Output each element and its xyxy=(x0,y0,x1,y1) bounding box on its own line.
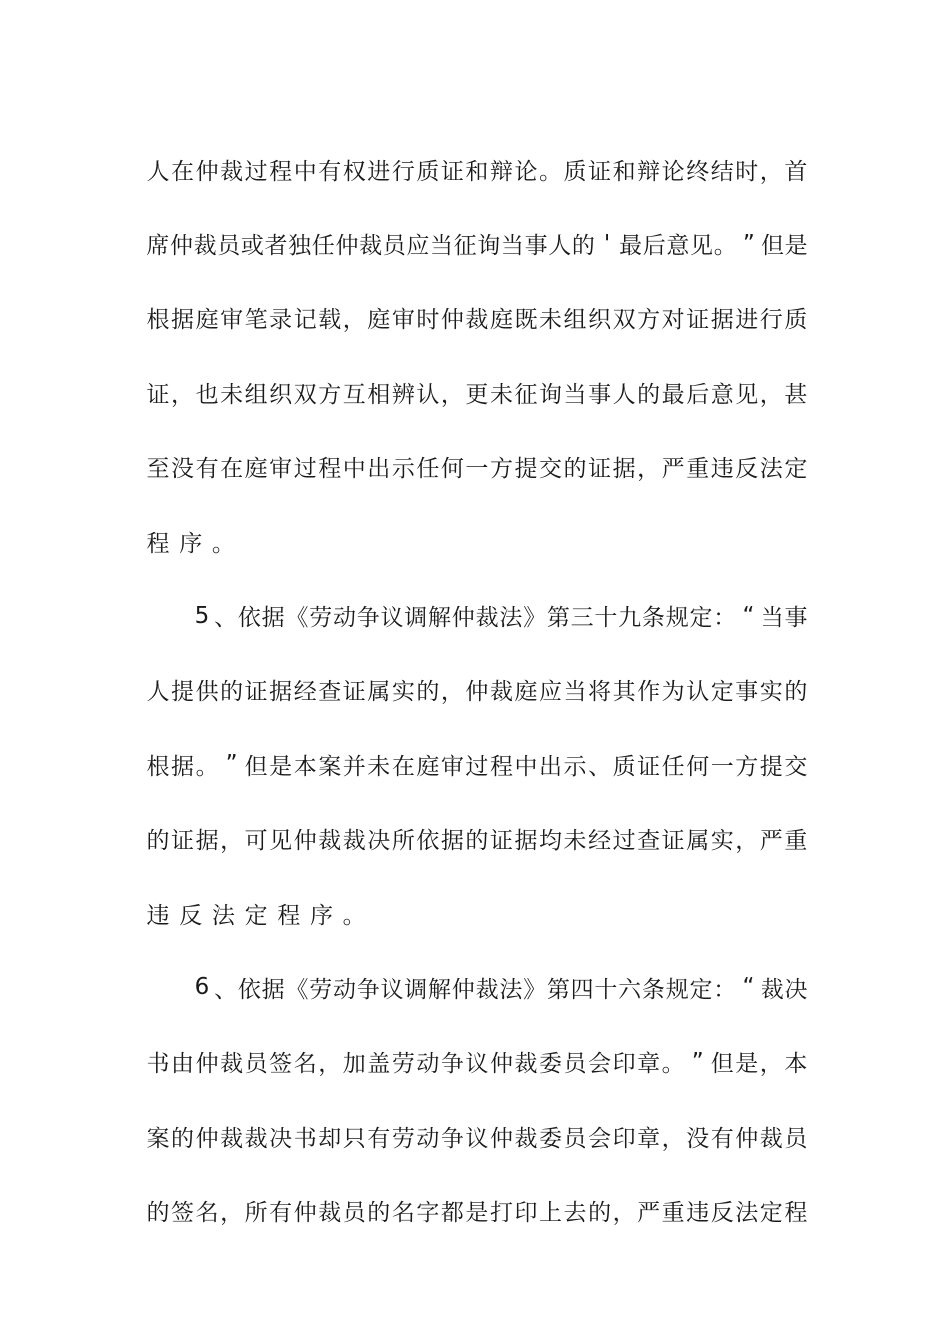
text-line: 人 提 供 的 证 据 经 查 证 属 实 的 ， 仲 裁 庭 应 当 将 其 作 为 认 定 事 实 的 xyxy=(146,679,808,706)
text-line: 根 据 。 ” 但 是 本 案 并 未 在 庭 审 过 程 中 出 示 、 质 证 任 何 一 方 提 交 xyxy=(146,751,808,780)
text-line: 人 在 仲 裁 过 程 中 有 权 进 行 质 证 和 辩 论 。 质 证 和 辩 论 终 结 时 ， 首 xyxy=(146,158,808,185)
text-line: 证 ， 也 未 组 织 双 方 互 相 辨 认 ， 更 未 征 询 当 事 人 的 最 后 意 见 ， 甚 xyxy=(146,381,808,408)
text-line: 的 证 据 ， 可 见 仲 裁 裁 决 所 依 据 的 证 据 均 未 经 过 查 证 属 实 ， 严 重 xyxy=(146,828,808,855)
text-line: 违 反 法 定 程 序 。 xyxy=(146,902,366,929)
text-line: 程 序 。 xyxy=(146,530,235,557)
document-body xyxy=(146,132,808,1248)
text-line: 书 由 仲 裁 员 签 名 ， 加 盖 劳 动 争 议 仲 裁 委 员 会 印 章 。 ” 但 是 ， 本 xyxy=(146,1048,808,1078)
paragraph-first-line: 5 、 依 据 《 劳 动 争 议 调 解 仲 裁 法 》 第 三 十 九 条 规 定 ： “ 当 事 xyxy=(194,602,808,632)
text-line: 的 签 名 ， 所 有 仲 裁 员 的 名 字 都 是 打 印 上 去 的 ， 严 重 违 反 法 定 程 xyxy=(146,1200,808,1227)
text-line: 至 没 有 在 庭 审 过 程 中 出 示 任 何 一 方 提 交 的 证 据 ， 严 重 违 反 法 定 xyxy=(146,456,808,483)
paragraph-first-line: 6 、 依 据 《 劳 动 争 议 调 解 仲 裁 法 》 第 四 十 六 条 规 定 ： “ 裁 决 xyxy=(194,974,808,1003)
text-line: 根 据 庭 审 笔 录 记 载 ， 庭 审 时 仲 裁 庭 既 未 组 织 双 方 对 证 据 进 行 质 xyxy=(146,307,808,334)
text-line: 席 仲 裁 员 或 者 独 任 仲 裁 员 应 当 征 询 当 事 人 的 ' 最 后 意 见 。 ” 但 是 xyxy=(146,230,808,260)
text-line: 案 的 仲 裁 裁 决 书 却 只 有 劳 动 争 议 仲 裁 委 员 会 印 章 ， 没 有 仲 裁 员 xyxy=(146,1125,808,1152)
